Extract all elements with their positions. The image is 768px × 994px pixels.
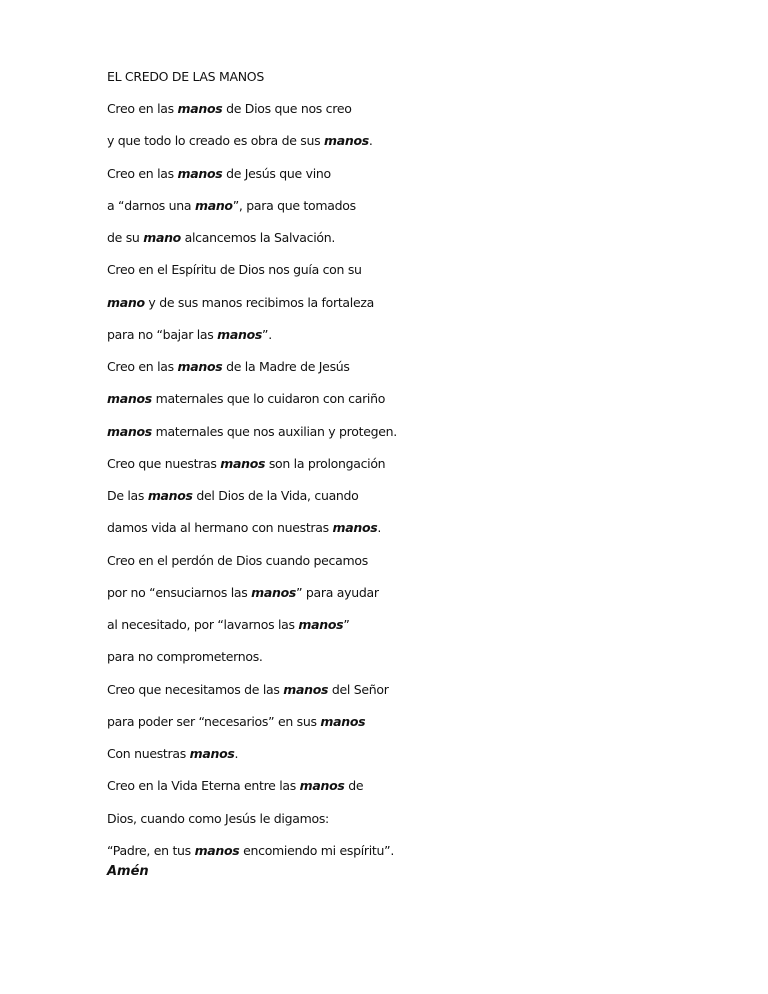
prayer-line: manos maternales que nos auxilian y protegen. bbox=[107, 423, 397, 439]
emphasized-word: mano bbox=[194, 197, 233, 213]
prayer-line: Creo en el Espíritu de Dios nos guía con su bbox=[107, 262, 362, 278]
emphasized-word: manos bbox=[217, 326, 263, 342]
emphasized-word: manos bbox=[107, 423, 152, 439]
prayer-line: Creo que necesitamos de las manos del Señor bbox=[107, 681, 389, 697]
prayer-line: y que todo lo creado es obra de sus manos. bbox=[107, 133, 373, 149]
prayer-line: al necesitado, por “lavarnos las manos” bbox=[107, 617, 350, 632]
prayer-line: Con nuestras manos. bbox=[107, 746, 239, 761]
prayer-line: Creo en las manos de Dios que nos creo bbox=[107, 101, 352, 116]
prayer-line: para no “bajar las manos”. bbox=[107, 326, 272, 342]
emphasized-word: manos bbox=[220, 455, 266, 471]
emphasized-word: mano bbox=[143, 230, 181, 245]
emphasized-word: manos bbox=[107, 391, 152, 407]
emphasized-word: manos bbox=[251, 584, 297, 600]
emphasized-word: manos bbox=[177, 101, 223, 116]
emphasized-word: manos bbox=[320, 713, 366, 729]
document-title: EL CREDO DE LAS MANOS bbox=[107, 69, 264, 84]
emphasized-word: manos bbox=[323, 133, 369, 149]
prayer-line: a “darnos una mano”, para que tomados bbox=[107, 197, 356, 213]
closing-amen: Amén bbox=[107, 864, 149, 879]
prayer-line: Creo en la Vida Eterna entre las manos de bbox=[107, 778, 364, 794]
prayer-line: para poder ser “necesarios” en sus manos bbox=[107, 713, 366, 729]
prayer-line: Creo en las manos de la Madre de Jesús bbox=[107, 359, 350, 374]
emphasized-word: mano bbox=[107, 294, 145, 310]
prayer-line: mano y de sus manos recibimos la fortaleza bbox=[107, 294, 374, 310]
prayer-line: manos maternales que lo cuidaron con cariño bbox=[107, 391, 386, 407]
emphasized-word: manos bbox=[283, 681, 329, 697]
emphasized-word: manos bbox=[299, 778, 345, 794]
emphasized-word: manos bbox=[332, 520, 378, 536]
emphasized-word: manos bbox=[177, 359, 223, 374]
prayer-line: Creo en las manos de Jesús que vino bbox=[107, 165, 331, 181]
emphasized-word: manos bbox=[147, 488, 193, 503]
prayer-line: Creo que nuestras manos son la prolongación bbox=[107, 455, 386, 471]
prayer-line: De las manos del Dios de la Vida, cuando bbox=[107, 488, 359, 503]
prayer-line: “Padre, en tus manos encomiendo mi espíritu”. bbox=[107, 842, 394, 858]
emphasized-word: manos bbox=[194, 842, 240, 858]
prayer-line: damos vida al hermano con nuestras manos. bbox=[107, 520, 382, 536]
prayer-line: por no “ensuciarnos las manos” para ayudar bbox=[107, 584, 379, 600]
emphasized-word: manos bbox=[189, 746, 235, 761]
prayer-line: Creo en el perdón de Dios cuando pecamos bbox=[107, 552, 368, 568]
prayer-line: de su mano alcancemos la Salvación. bbox=[107, 230, 336, 245]
emphasized-word: manos bbox=[177, 165, 223, 181]
emphasized-word: manos bbox=[298, 617, 344, 632]
prayer-line: para no comprometernos. bbox=[107, 649, 263, 665]
prayer-line: Dios, cuando como Jesús le digamos: bbox=[107, 810, 329, 826]
